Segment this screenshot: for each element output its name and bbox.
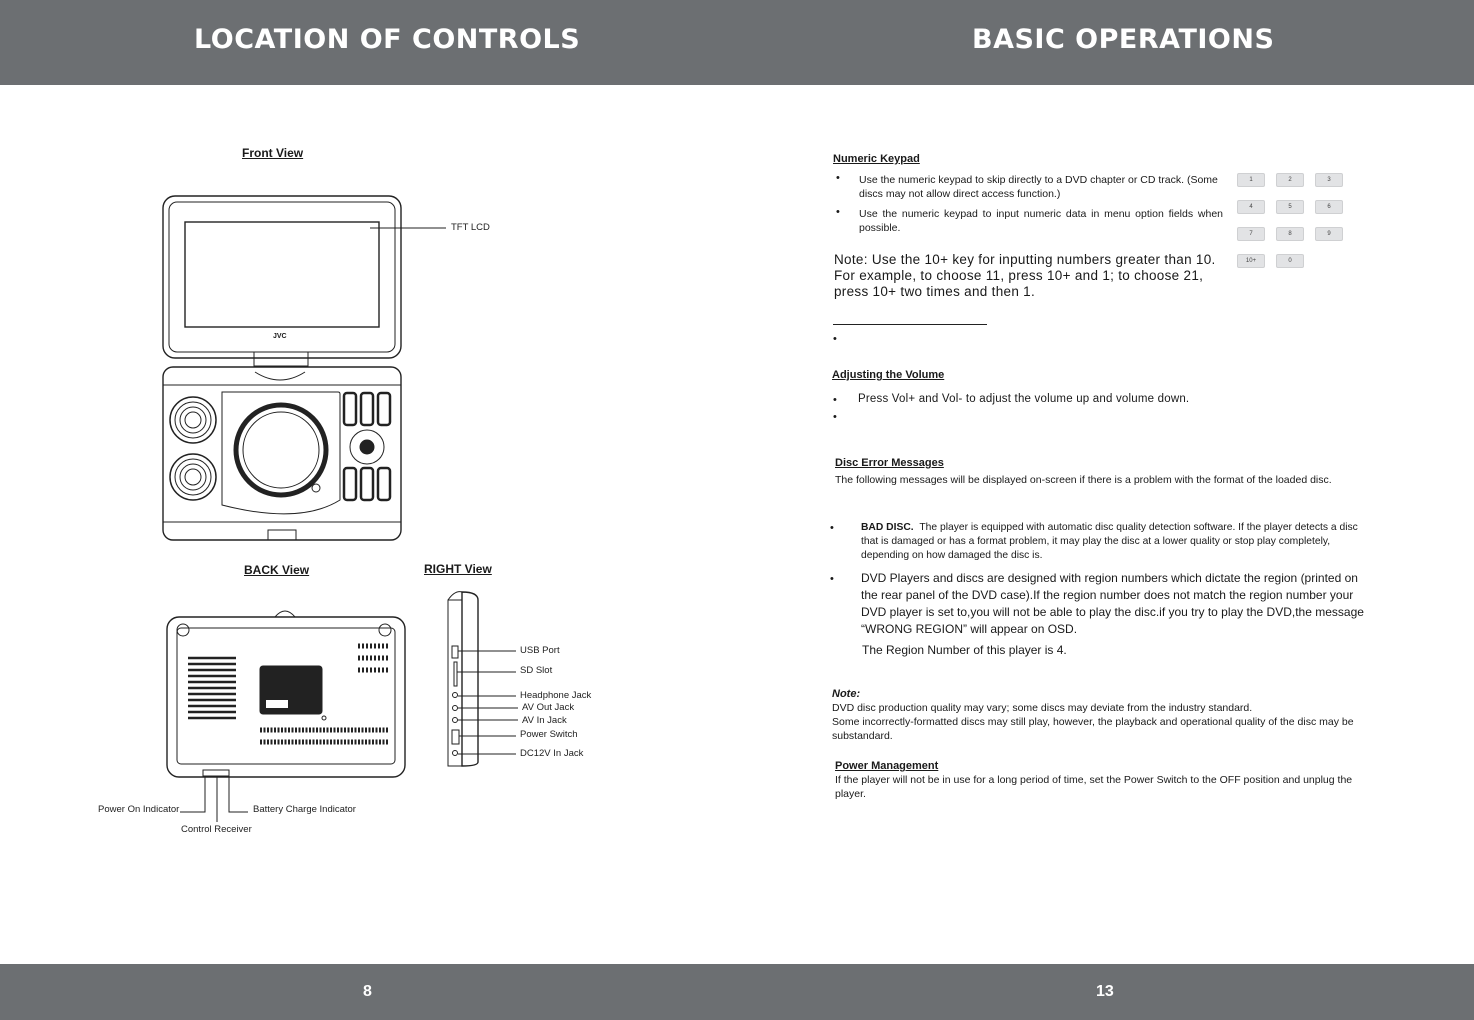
right-page-number: 13 <box>1096 983 1114 1000</box>
keypad-bullet-1: Use the numeric keypad to skip directly to a DVD chapter or CD track. (Some discs may not allow direct access function.) <box>859 174 1218 200</box>
front-view-title: Front View <box>242 146 304 160</box>
back-view-diagram <box>167 611 405 822</box>
numeric-keypad-title: Numeric Keypad <box>833 153 920 165</box>
keypad-key-9: 9 <box>1315 227 1343 241</box>
left-page-title: LOCATION OF CONTROLS <box>194 24 581 55</box>
bullet-dot: • <box>833 394 837 406</box>
keypad-key-0: 0 <box>1276 254 1304 268</box>
label-dc-jack: DC12V In Jack <box>520 748 584 759</box>
label-sd-slot: SD Slot <box>520 665 553 676</box>
volume-title: Adjusting the Volume <box>832 369 945 381</box>
disc-errors-title: Disc Error Messages <box>835 457 944 469</box>
label-usb-port: USB Port <box>520 645 560 656</box>
keypad-key-5: 5 <box>1276 200 1304 214</box>
keypad-note: Note: Use the 10+ key for inputting numbers greater than 10. For example, to choose 11, press 10+ and 1; to choose 21, press 10+ two times and then 1. <box>834 252 1216 299</box>
bullet-dot: • <box>833 333 837 345</box>
keypad-key-3: 3 <box>1315 173 1343 187</box>
right-page-title: BASIC OPERATIONS <box>972 24 1275 55</box>
label-control-receiver: Control Receiver <box>181 824 252 835</box>
region-number: The Region Number of this player is 4. <box>862 643 1067 657</box>
bullet-dot: • <box>836 172 840 184</box>
keypad-key-10plus: 10+ <box>1237 254 1265 268</box>
disc-errors-intro: The following messages will be displayed on-screen if there is a problem with the format of the loaded disc. <box>835 474 1332 486</box>
keypad-bullet-2: Use the numeric keypad to input numeric data in menu option fields when possible. <box>859 208 1223 234</box>
keypad-key-1: 1 <box>1237 173 1265 187</box>
label-av-out-jack: AV Out Jack <box>522 702 575 713</box>
bullet-dot: • <box>836 206 840 218</box>
label-headphone-jack: Headphone Jack <box>520 690 592 701</box>
label-power-switch: Power Switch <box>520 729 578 740</box>
label-tft-lcd: TFT LCD <box>451 222 490 233</box>
divider-line <box>833 324 987 325</box>
jvc-logo: JVC <box>273 333 287 340</box>
note-title: Note: <box>832 688 861 700</box>
front-view-diagram <box>163 196 446 540</box>
speaker-grille <box>170 397 216 500</box>
right-view-title: RIGHT View <box>424 562 492 576</box>
keypad-key-7: 7 <box>1237 227 1265 241</box>
note-line-1: DVD disc production quality may vary; some discs may deviate from the industry standard. <box>832 702 1253 714</box>
bullet-dot: • <box>830 573 834 585</box>
volume-bullet: Press Vol+ and Vol- to adjust the volume up and volume down. <box>858 393 1190 405</box>
keypad-key-8: 8 <box>1276 227 1304 241</box>
region-paragraph: DVD Players and discs are designed with region numbers which dictate the region (printed on the rear panel of the DVD case).If the region number does not match the region number your DVD player is set to,you will not be able to play the disc.if you try to play the DVD,the message “WRONG REGION” will appear on OSD. <box>861 571 1364 636</box>
back-view-title: BACK View <box>244 563 310 577</box>
keypad-key-6: 6 <box>1315 200 1343 214</box>
power-management-title: Power Management <box>835 760 939 772</box>
power-management-text: If the player will not be in use for a long period of time, set the Power Switch to the OFF position and unplug the player. <box>835 774 1353 800</box>
bad-disc-text: The player is equipped with automatic disc quality detection software. If the player detects a disc that is damaged or has a format problem, it may play the disc at a lower quality or stop play completely, depending on how damaged the disc is. <box>861 522 1358 561</box>
bullet-dot: • <box>830 522 834 534</box>
right-view-diagram <box>448 592 518 766</box>
label-av-in-jack: AV In Jack <box>522 715 567 726</box>
note-line-2: Some incorrectly-formatted discs may still play, however, the playback and operational quality of the disc may be substandard. <box>832 716 1354 742</box>
bad-disc-label: BAD DISC. <box>861 522 914 533</box>
keypad-key-4: 4 <box>1237 200 1265 214</box>
label-battery-charge-indicator: Battery Charge Indicator <box>253 804 356 815</box>
label-power-on-indicator: Power On Indicator <box>98 804 180 815</box>
bullet-dot: • <box>833 411 837 423</box>
bad-disc-paragraph <box>861 521 1376 563</box>
keypad-key-2: 2 <box>1276 173 1304 187</box>
left-page-number: 8 <box>363 983 372 1000</box>
